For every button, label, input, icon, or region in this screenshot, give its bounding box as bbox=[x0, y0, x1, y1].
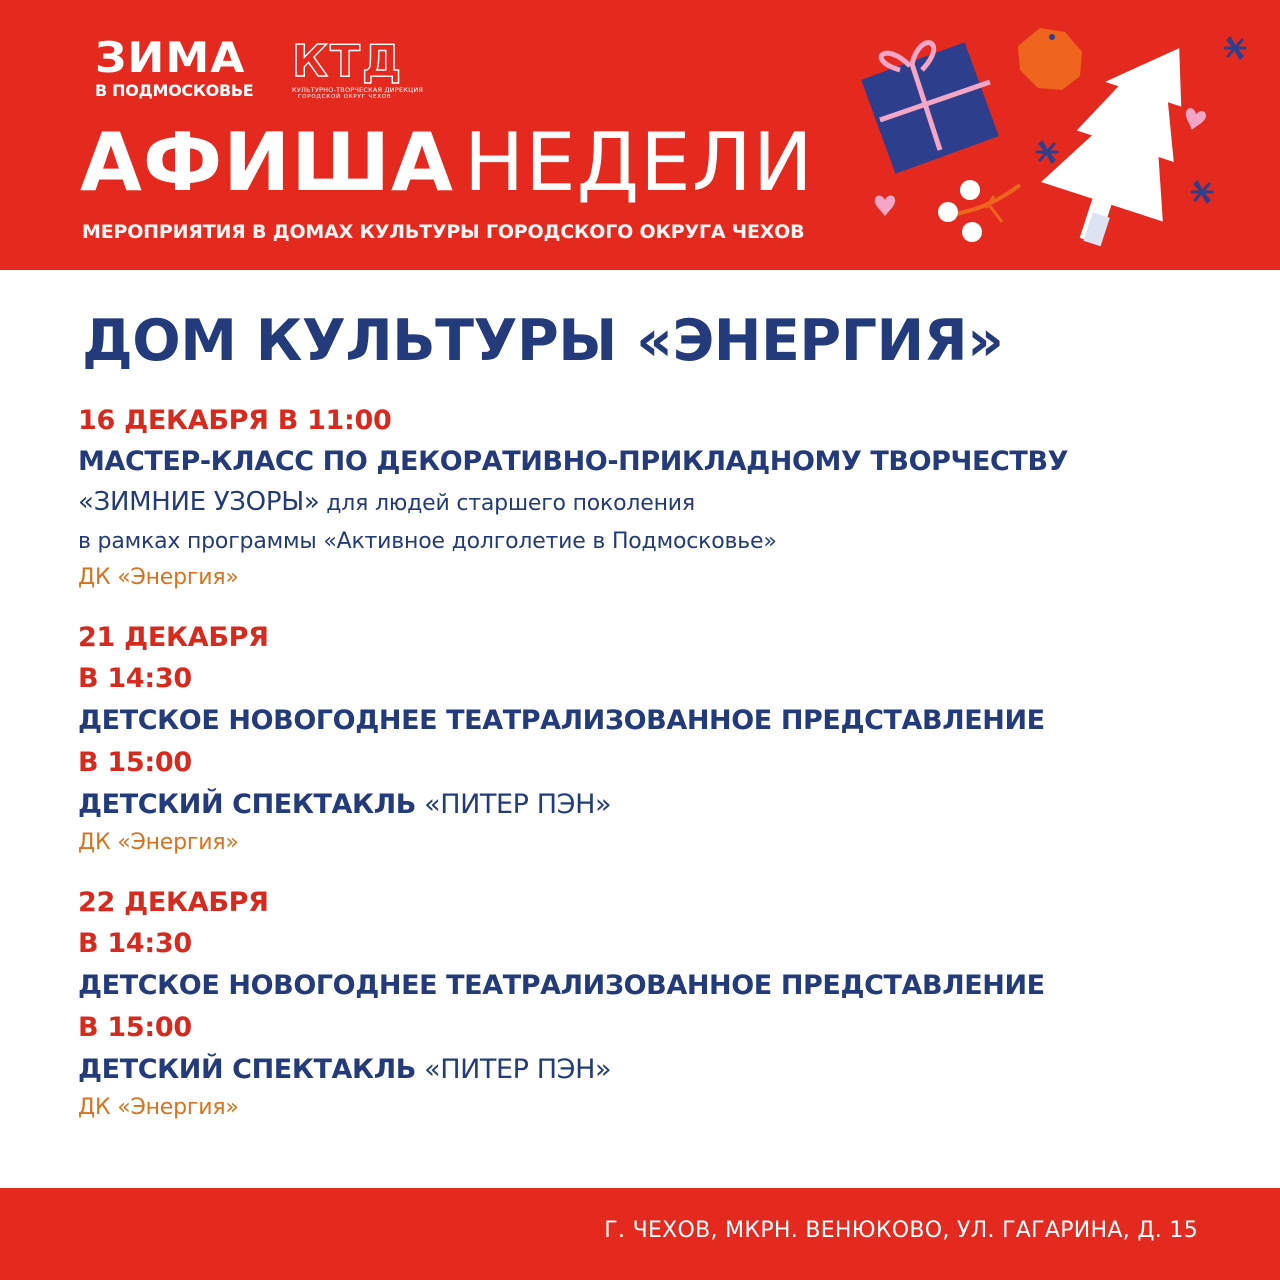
event-time: В 14:30 bbox=[78, 928, 192, 959]
event-time: В 14:30 bbox=[78, 663, 192, 694]
venue-address: Г. ЧЕХОВ, МКРН. ВЕНЮКОВО, УЛ. ГАГАРИНА, Д. 15 bbox=[604, 1218, 1198, 1243]
event-type: ДЕТСКИЙ СПЕКТАКЛЬ bbox=[78, 1054, 416, 1085]
zima-logo bbox=[95, 33, 254, 100]
event-audience: для людей старшего поколения bbox=[319, 491, 695, 516]
event-time: В 15:00 bbox=[78, 747, 192, 778]
event-heading: ДЕТСКОЕ НОВОГОДНЕЕ ТЕАТРАЛИЗОВАННОЕ ПРЕДСТАВЛЕНИЕ bbox=[78, 705, 1045, 736]
gift-icon bbox=[861, 42, 999, 174]
event-description bbox=[78, 483, 1218, 523]
event-21-dec bbox=[78, 617, 1218, 860]
venue-title: ДОМ КУЛЬТУРЫ «ЭНЕРГИЯ» bbox=[82, 308, 1004, 374]
header-banner bbox=[0, 0, 1280, 270]
ktd-logo-line1: КУЛЬТУРНО-ТВОРЧЕСКАЯ ДИРЕКЦИЯ bbox=[292, 86, 424, 94]
ktd-logo-mark: КТД bbox=[292, 36, 404, 87]
event-heading: ДЕТСКОЕ НОВОГОДНЕЕ ТЕАТРАЛИЗОВАННОЕ ПРЕДСТАВЛЕНИЕ bbox=[78, 970, 1045, 1001]
event-name: «ЗИМНИЕ УЗОРЫ» bbox=[78, 487, 320, 517]
event-name: «ПИТЕР ПЭН» bbox=[415, 1054, 612, 1085]
event-program: в рамках программы «Активное долголетие в Подмосковье» bbox=[78, 529, 777, 554]
event-location: ДК «Энергия» bbox=[78, 565, 239, 590]
event-location: ДК «Энергия» bbox=[78, 1095, 239, 1120]
event-22-dec bbox=[78, 882, 1218, 1125]
orange-icon bbox=[1018, 28, 1082, 90]
event-name: «ПИТЕР ПЭН» bbox=[415, 789, 612, 820]
event-16-dec bbox=[78, 400, 1218, 595]
page-subtitle: МЕРОПРИЯТИЯ В ДОМАХ КУЛЬТУРЫ ГОРОДСКОГО ОКРУГА ЧЕХОВ bbox=[82, 221, 805, 243]
berries-icon bbox=[938, 180, 1020, 242]
winter-decorations bbox=[840, 0, 1280, 270]
footer-banner bbox=[0, 1188, 1280, 1280]
page-title-light: НЕДЕЛИ bbox=[463, 116, 814, 209]
event-time: В 15:00 bbox=[78, 1012, 192, 1043]
events-list bbox=[78, 400, 1218, 1147]
event-date: 16 ДЕКАБРЯ В 11:00 bbox=[78, 405, 392, 436]
event-heading: МАСТЕР-КЛАСС ПО ДЕКОРАТИВНО-ПРИКЛАДНОМУ ТВОРЧЕСТВУ bbox=[78, 446, 1069, 477]
event-date: 22 ДЕКАБРЯ bbox=[78, 887, 269, 918]
event-location: ДК «Энергия» bbox=[78, 830, 239, 855]
ktd-logo bbox=[292, 36, 428, 102]
event-type: ДЕТСКИЙ СПЕКТАКЛЬ bbox=[78, 789, 416, 820]
ktd-logo-line2: ГОРОДСКОЙ ОКРУГ ЧЕХОВ bbox=[298, 94, 392, 100]
zima-logo-title: ЗИМА bbox=[95, 33, 246, 82]
page-title bbox=[80, 118, 814, 208]
zima-logo-subtitle: В ПОДМОСКОВЬЕ bbox=[95, 81, 254, 100]
event-heading bbox=[78, 1049, 1218, 1091]
event-heading bbox=[78, 784, 1218, 826]
event-date: 21 ДЕКАБРЯ bbox=[78, 622, 269, 653]
page-title-bold: АФИША bbox=[80, 116, 454, 209]
